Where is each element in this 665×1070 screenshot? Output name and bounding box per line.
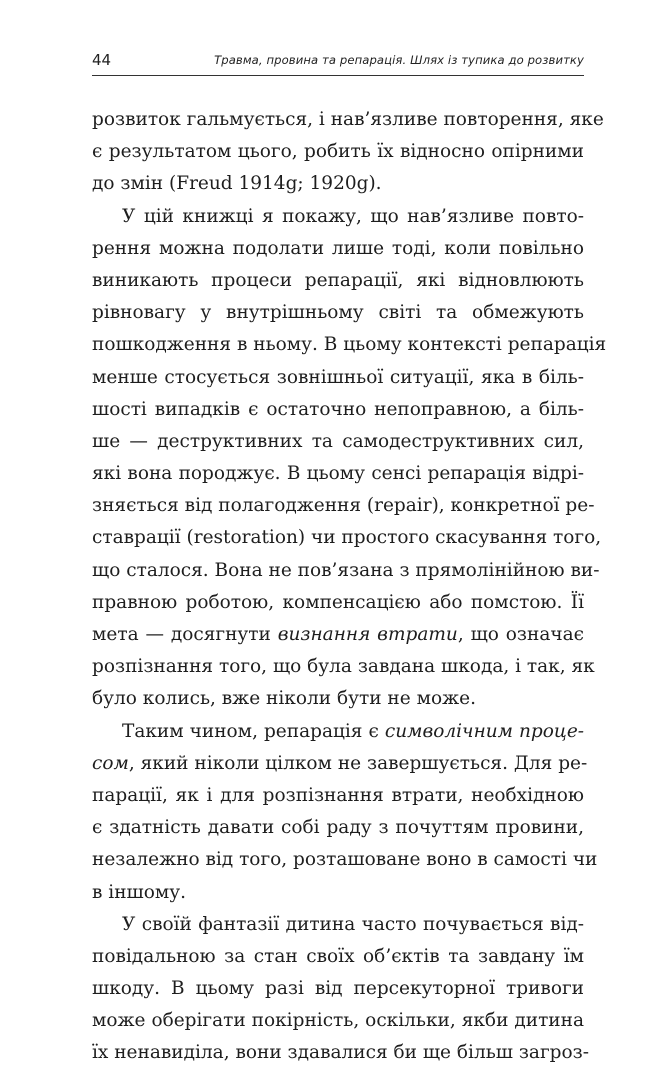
emphasis-text: визнання втрати — [277, 624, 458, 645]
text-line: правною роботою, компенсацією або помстою. Її — [92, 591, 584, 613]
text-line: шості випадків є остаточно непоправною, а біль- — [92, 398, 584, 420]
paragraph-2 — [92, 201, 607, 716]
text-line: може оберігати покірність, оскільки, якби дитина — [92, 1010, 584, 1032]
text-line: пошкодження в ньому. В цьому контексті репарація — [92, 334, 607, 356]
text-line: шкоду. В цьому разі від персекуторної тривоги — [92, 978, 584, 1000]
text-line: які вона породжує. В цьому сенсі репарація відрі- — [92, 463, 584, 485]
text-line: ше — деструктивних та самодеструктивних сил, — [92, 430, 584, 452]
body-text — [92, 104, 607, 1070]
line-text: Таким чином, репарація є — [122, 720, 385, 742]
paragraph-3 — [92, 716, 598, 909]
text-line: рення можна подолати лише тоді, коли повільно — [92, 237, 584, 259]
page-number: 44 — [92, 51, 112, 69]
text-line: У своїй фантазії дитина часто почувається від- — [122, 913, 584, 935]
text-line: розвиток гальмується, і нав’язливе повторення, яке — [92, 109, 604, 130]
text-line: що сталося. Вона не пов’язана з прямолінійною ви- — [92, 559, 600, 581]
text-line — [92, 748, 588, 780]
text-line: незалежно від того, розташоване воно в самості чи — [92, 849, 598, 871]
header-rule — [92, 75, 584, 76]
text-line: є результатом цього, робить їх відносно опірними — [92, 141, 584, 163]
text-line: зняється від полагодження (repair), конкретної ре- — [92, 495, 595, 517]
text-line: ставрації (restoration) чи простого скасування того, — [92, 527, 602, 549]
text-line: менше стосується зовнішньої ситуації, яка в біль- — [92, 366, 584, 388]
line-text: , що означає — [457, 624, 584, 645]
running-title: Травма, провина та репарація. Шлях із тупика до розвитку — [214, 53, 584, 67]
running-head — [92, 48, 584, 72]
emphasis-text: сом — [92, 752, 129, 774]
paragraph-1 — [92, 104, 604, 201]
paragraph-4 — [92, 909, 589, 1070]
text-line: розпізнання того, що була завдана шкода, і так, як — [92, 656, 595, 678]
text-line: повідальною за стан своїх об’єктів та завдану їм — [92, 945, 584, 967]
text-line: рівновагу у внутрішньому світі та обмежують — [92, 302, 584, 324]
text-line: є здатність давати собі раду з почуттям провини, — [92, 817, 584, 839]
text-line — [92, 716, 584, 748]
line-text: , який ніколи цілком не завершується. Для ре- — [128, 752, 588, 774]
line-text: мета — досягнути — [92, 624, 278, 645]
text-line: У цій книжці я покажу, що нав’язливе повто- — [122, 205, 584, 227]
text-line: було колись, вже ніколи бути не може. — [92, 688, 476, 710]
text-line: в іншому. — [92, 881, 187, 903]
text-line: до змін (Freud 1914g; 1920g). — [92, 173, 382, 195]
text-line: виникають процеси репарації, які відновлюють — [92, 269, 584, 291]
text-line: парації, як і для розпізнання втрати, необхідною — [92, 784, 584, 806]
emphasis-text: символічним проце- — [384, 720, 585, 742]
text-line: їх ненавиділа, вони здавалися би ще більш загроз- — [92, 1042, 589, 1064]
text-line — [92, 619, 584, 651]
